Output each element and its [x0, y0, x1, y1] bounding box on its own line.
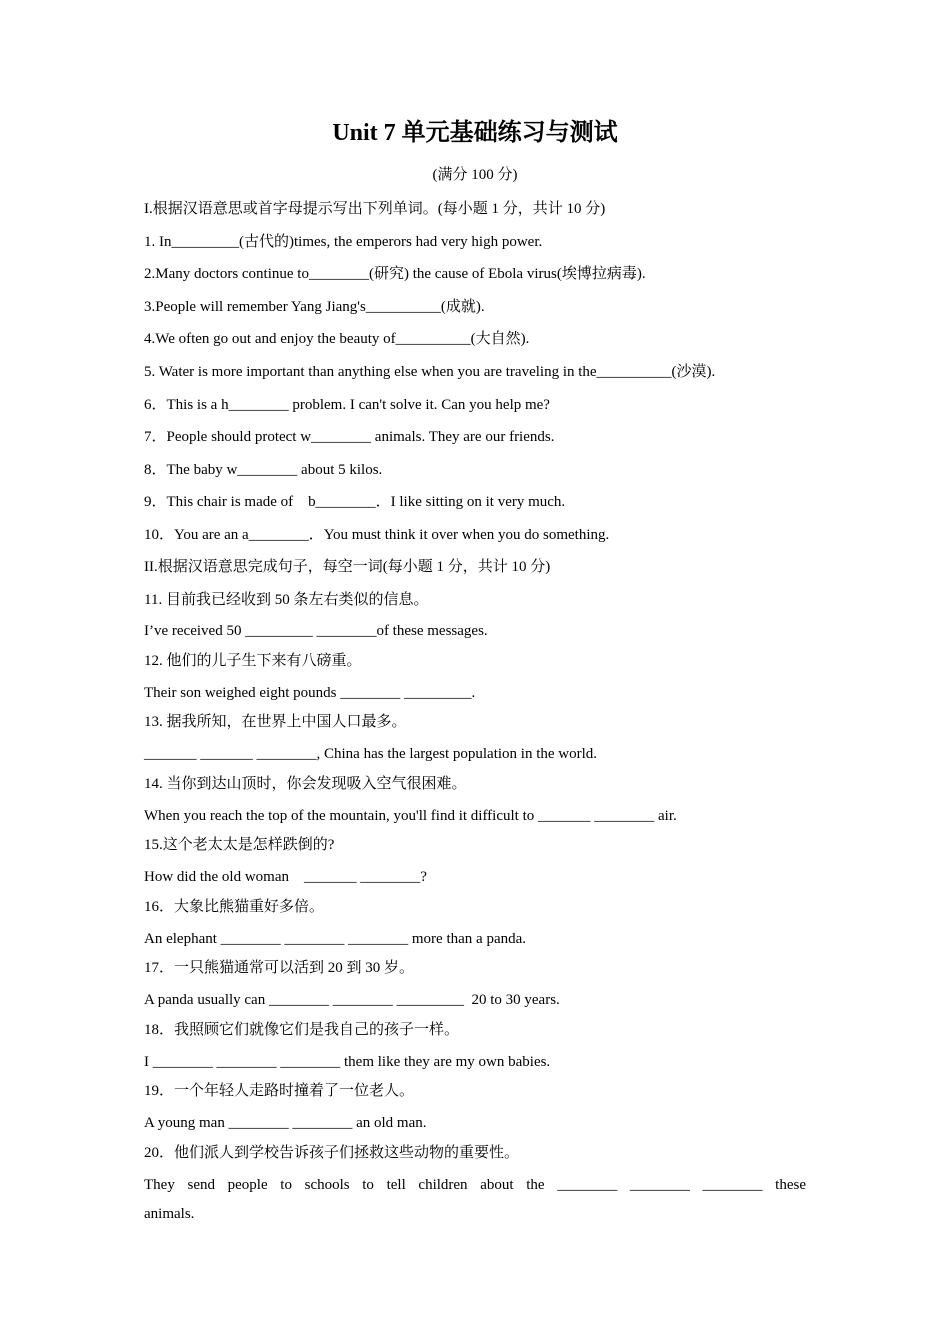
- question-line: I’ve received 50 _________ ________of these messages.: [144, 623, 488, 639]
- question-line: 1. In_________(古代的)times, the emperors had very high power.: [144, 234, 543, 250]
- section-1-heading: I.根据汉语意思或首字母提示写出下列单词。(每小题 1 分，共计 10 分): [144, 201, 606, 217]
- page-subtitle: (满分 100 分): [432, 167, 518, 183]
- question-prompt: 19．一个年轻人走路时撞着了一位老人。: [144, 1083, 415, 1099]
- question-line: 7．People should protect w________ animals. They are our friends.: [144, 429, 555, 445]
- question-prompt: 15.这个老太太是怎样跌倒的?: [144, 837, 335, 853]
- question-line: 8．The baby w________ about 5 kilos.: [144, 462, 383, 478]
- question-prompt: 13. 据我所知，在世界上中国人口最多。: [144, 714, 407, 730]
- question-line: 4.We often go out and enjoy the beauty of__________(大自然).: [144, 331, 530, 347]
- question-line: 3.People will remember Yang Jiang's__________(成就).: [144, 299, 485, 315]
- question-line: An elephant ________ ________ ________ more than a panda.: [144, 931, 527, 947]
- page-title: Unit 7 单元基础练习与测试: [332, 120, 618, 146]
- question-line: 10．You are an a________．You must think it over when you do something.: [144, 527, 610, 543]
- question-line: 6．This is a h________ problem. I can't solve it. Can you help me?: [144, 397, 550, 413]
- question-line: animals.: [144, 1206, 195, 1222]
- question-line: 5. Water is more important than anything else when you are traveling in the__________(沙漠).: [144, 364, 716, 380]
- question-prompt: 11. 目前我已经收到 50 条左右类似的信息。: [144, 592, 429, 608]
- section-2-heading: II.根据汉语意思完成句子，每空一词(每小题 1 分，共计 10 分): [144, 559, 551, 575]
- question-line: Their son weighed eight pounds ________ _________.: [144, 685, 476, 701]
- question-line: A young man ________ ________ an old man.: [144, 1115, 427, 1131]
- question-line: _______ _______ ________, China has the largest population in the world.: [144, 746, 598, 762]
- question-line: 9．This chair is made of b________．I like sitting on it very much.: [144, 494, 566, 510]
- question-line: 2.Many doctors continue to________(研究) the cause of Ebola virus(埃博拉病毒).: [144, 266, 646, 282]
- question-line: I ________ ________ ________ them like they are my own babies.: [144, 1054, 551, 1070]
- question-prompt: 20．他们派人到学校告诉孩子们拯救这些动物的重要性。: [144, 1145, 520, 1161]
- question-prompt: 17．一只熊猫通常可以活到 20 到 30 岁。: [144, 960, 415, 976]
- question-prompt: 14. 当你到达山顶时，你会发现吸入空气很困难。: [144, 776, 467, 792]
- question-line: They send people to schools to tell children about the ________ ________ ________ these: [144, 1177, 806, 1193]
- question-line: When you reach the top of the mountain, you'll find it difficult to _______ ________ air.: [144, 808, 677, 824]
- question-prompt: 16．大象比熊猫重好多倍。: [144, 899, 325, 915]
- question-prompt: 18．我照顾它们就像它们是我自己的孩子一样。: [144, 1022, 460, 1038]
- question-prompt: 12. 他们的儿子生下来有八磅重。: [144, 653, 362, 669]
- question-line: How did the old woman _______ ________?: [144, 869, 427, 885]
- question-line: A panda usually can ________ ________ _________ 20 to 30 years.: [144, 992, 560, 1008]
